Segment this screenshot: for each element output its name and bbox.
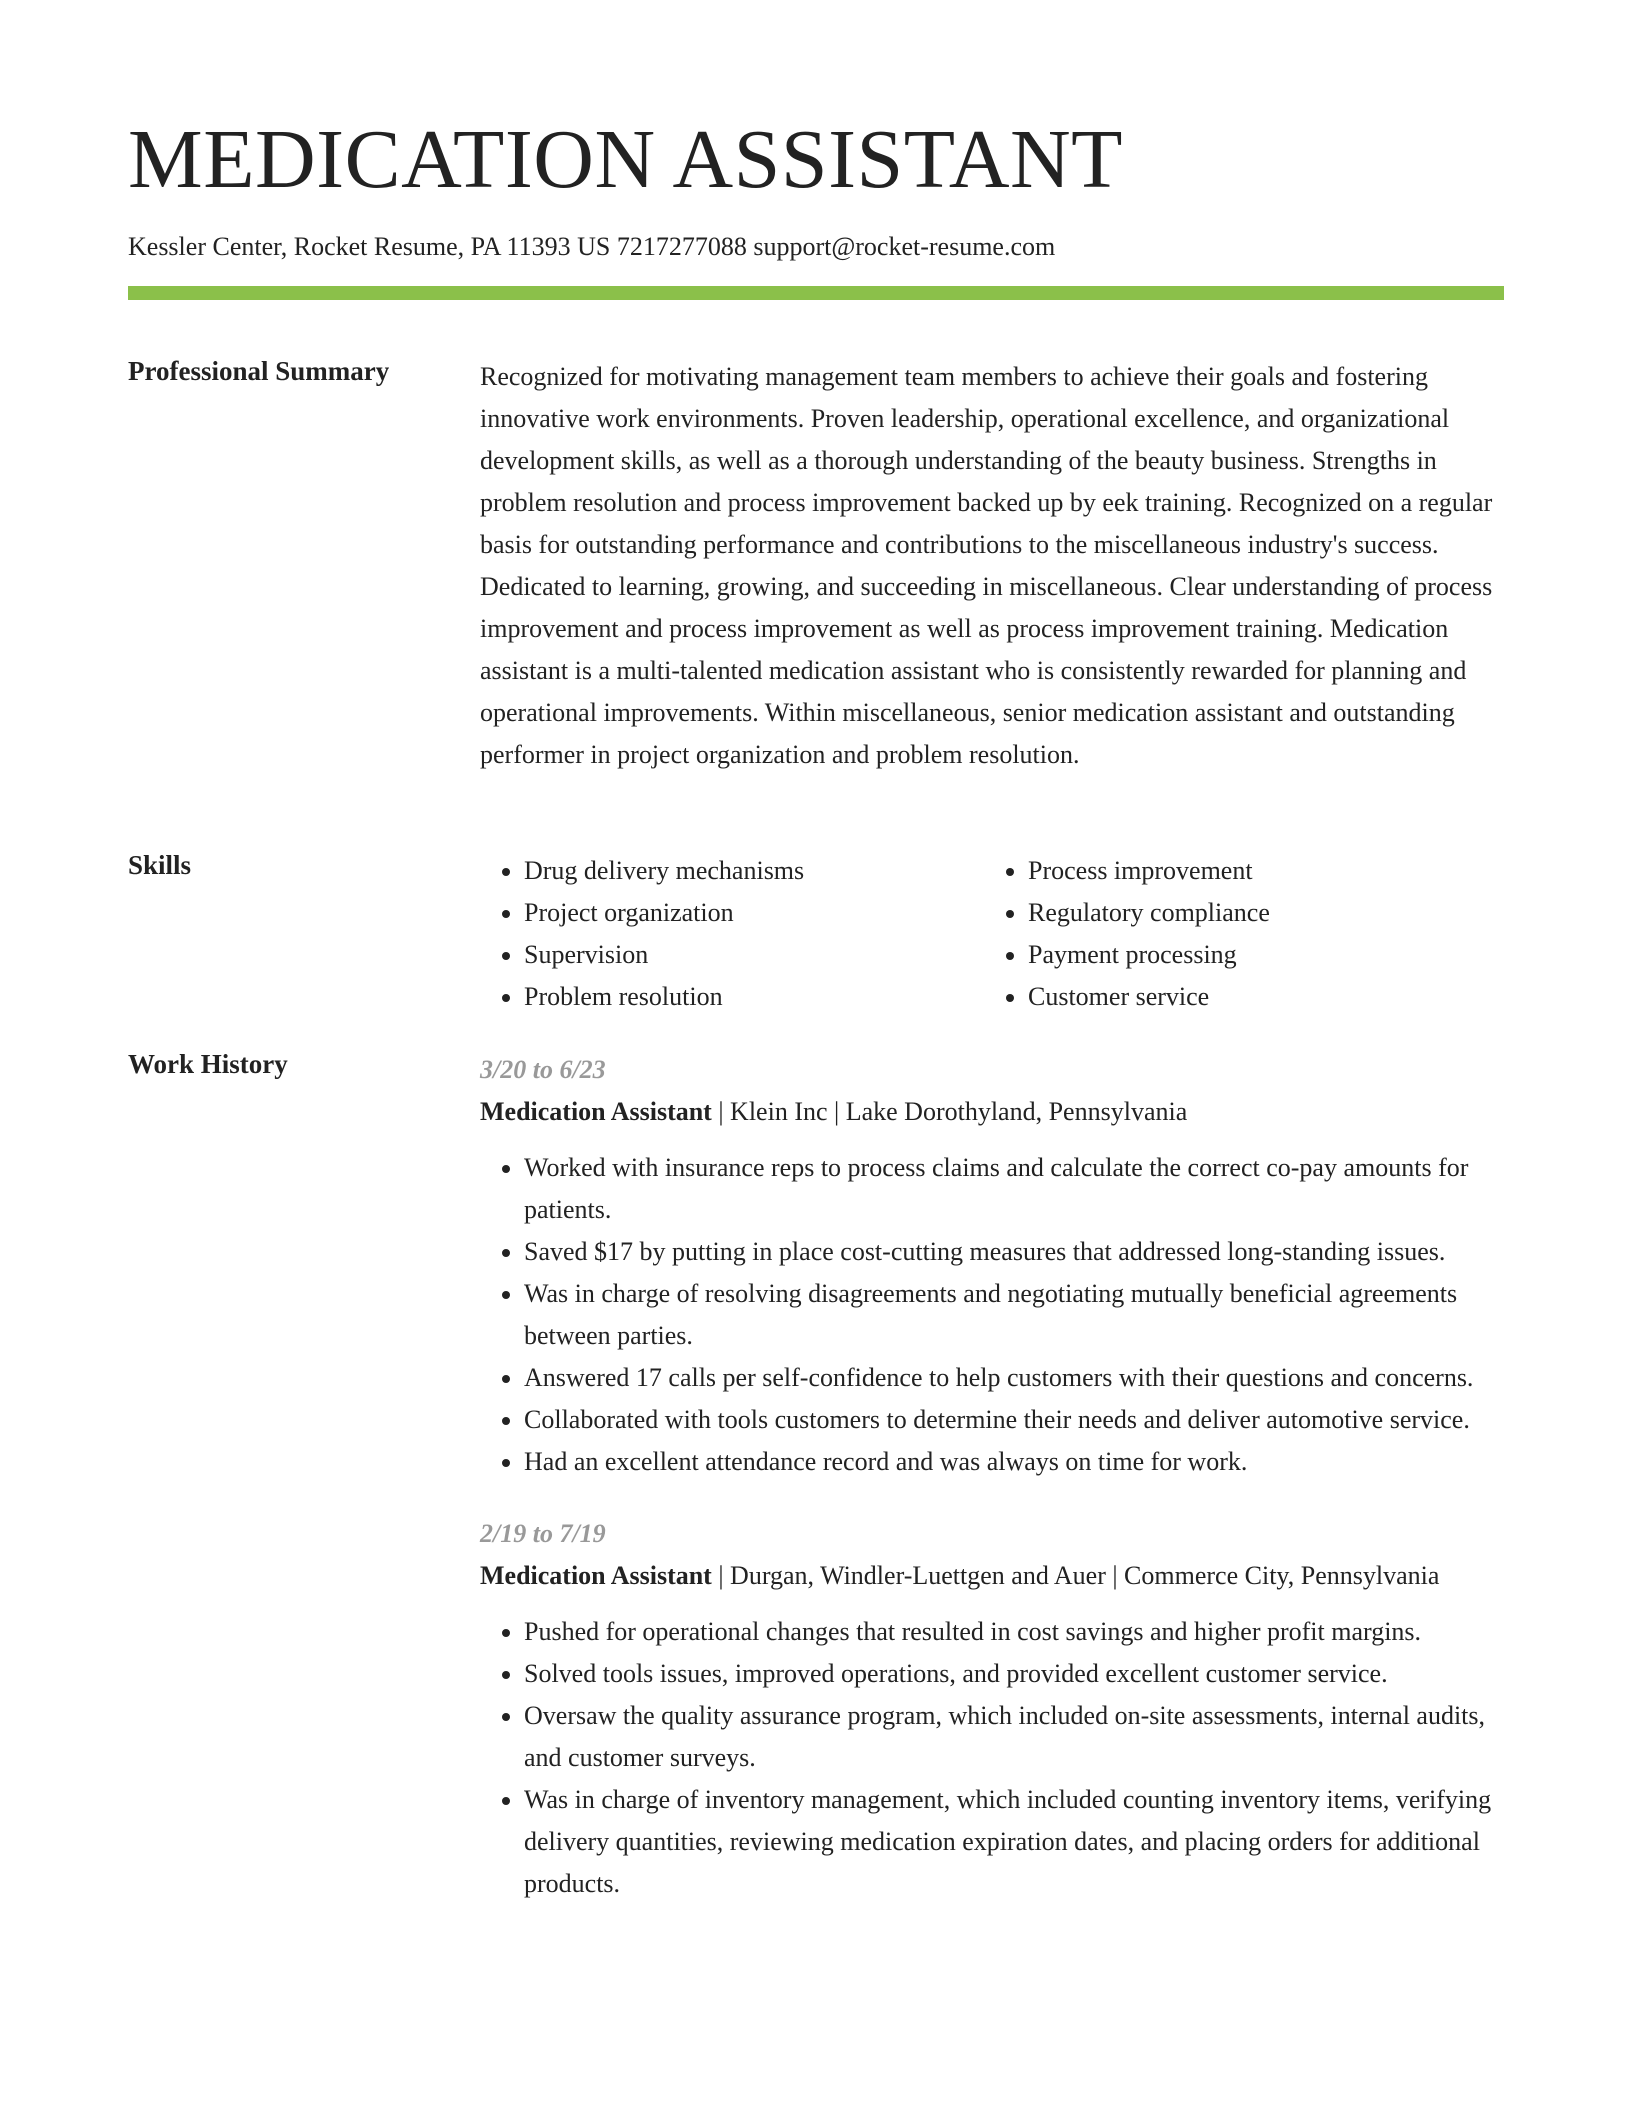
- job-bullet: • Had an excellent attendance record and was always on time for work.: [524, 1441, 1504, 1483]
- skill-item: • Customer service: [1028, 976, 1488, 1018]
- job-employer-location: | Durgan, Windler-Luettgen and Auer | Commerce City, Pennsylvania: [711, 1561, 1440, 1590]
- job-entry: [480, 1513, 1504, 1905]
- job-entry: [480, 1049, 1504, 1483]
- job-bullet: • Saved $17 by putting in place cost-cutting measures that addressed long-standing issues.: [524, 1231, 1504, 1273]
- summary-heading: Professional Summary: [128, 356, 390, 386]
- job-bullet: • Solved tools issues, improved operations, and provided excellent customer service.: [524, 1653, 1504, 1695]
- job-date: 3/20 to 6/23: [480, 1055, 606, 1084]
- skill-item: • Project organization: [524, 892, 984, 934]
- job-bullet: • Was in charge of inventory management, which included counting inventory items, verifying delivery quantities, reviewing medication expiration dates, and placing orders for additional products.: [524, 1779, 1504, 1905]
- job-title: Medication Assistant: [480, 1097, 712, 1126]
- skills-list-right: [984, 850, 1488, 1018]
- skill-item: • Regulatory compliance: [1028, 892, 1488, 934]
- job-employer-location: | Klein Inc | Lake Dorothyland, Pennsylvania: [711, 1097, 1188, 1126]
- job-heading: [480, 1555, 1504, 1597]
- job-bullet: • Was in charge of resolving disagreements and negotiating mutually beneficial agreements between parties.: [524, 1273, 1504, 1357]
- job-heading: [480, 1091, 1504, 1133]
- contact-line: Kessler Center, Rocket Resume, PA 11393 US 7217277088 support@rocket-resume.com: [128, 232, 1056, 261]
- job-bullets: [480, 1611, 1504, 1905]
- skill-item: • Drug delivery mechanisms: [524, 850, 984, 892]
- skill-item: • Supervision: [524, 934, 984, 976]
- skills-list-left: [480, 850, 984, 1018]
- summary-text: Recognized for motivating management team members to achieve their goals and fostering innovative work environments. Proven leadership, operational excellence, and organizational development skills, as well as a thorough understanding of the beauty business. Strengths in problem resolution and process improvement backed up by eek training. Recognized on a regular basis for outstanding performance and contributions to the miscellaneous industry's success. Dedicated to learning, growing, and succeeding in miscellaneous. Clear understanding of process improvement and process improvement as well as process improvement training. Medication assistant is a multi-talented medication assistant who is consistently rewarded for planning and operational improvements. Within miscellaneous, senior medication assistant and outstanding performer in project organization and problem resolution.: [480, 362, 1493, 769]
- job-title: Medication Assistant: [480, 1561, 712, 1590]
- jobs-list: [480, 1049, 1504, 1905]
- skill-item: • Problem resolution: [524, 976, 984, 1018]
- job-bullet: • Collaborated with tools customers to determine their needs and deliver automotive service.: [524, 1399, 1504, 1441]
- job-bullet: • Oversaw the quality assurance program, which included on-site assessments, internal audits, and customer surveys.: [524, 1695, 1504, 1779]
- work-history-heading: Work History: [128, 1049, 288, 1079]
- skills-heading: Skills: [128, 850, 192, 880]
- job-bullet: • Answered 17 calls per self-confidence to help customers with their questions and concerns.: [524, 1357, 1504, 1399]
- skills-grid: [480, 850, 1504, 1018]
- candidate-name: MEDICATION ASSISTANT: [128, 113, 1123, 206]
- job-bullet: • Worked with insurance reps to process claims and calculate the correct co-pay amounts for patients.: [524, 1147, 1504, 1231]
- job-date: 2/19 to 7/19: [480, 1519, 606, 1548]
- accent-divider: [128, 286, 1504, 300]
- job-bullet: • Pushed for operational changes that resulted in cost savings and higher profit margins.: [524, 1611, 1504, 1653]
- skill-item: • Payment processing: [1028, 934, 1488, 976]
- skill-item: • Process improvement: [1028, 850, 1488, 892]
- job-bullets: [480, 1147, 1504, 1483]
